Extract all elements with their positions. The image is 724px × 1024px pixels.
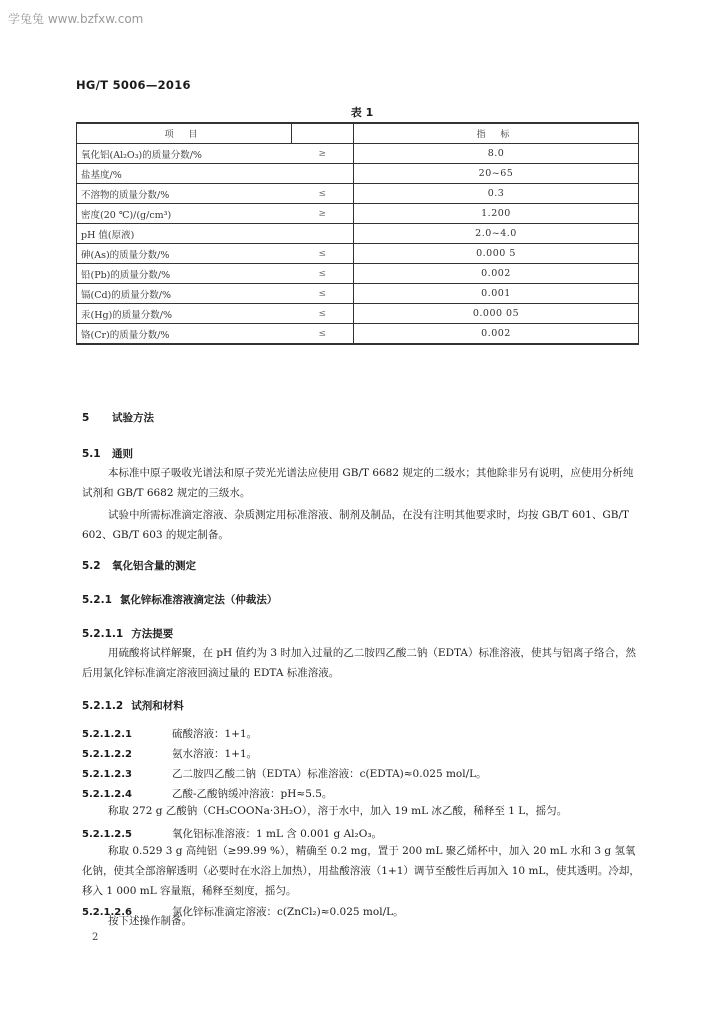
row-relation: ≥ (292, 144, 354, 164)
table-row (77, 264, 639, 284)
row-value: 1.200 (354, 204, 639, 224)
table-row (77, 284, 639, 304)
row-relation: ≥ (292, 204, 354, 224)
row-value: 2.0~4.0 (354, 224, 639, 244)
section-title: 试验方法 (112, 412, 154, 424)
paragraph: 用硫酸将试样解聚，在 pH 值约为 3 时加入过量的乙二胺四乙酸二钠（EDTA）标准溶液，使其与铝离子络合，然后用氯化锌标准滴定溶液回滴过量的 EDTA 标准溶液。 (82, 647, 637, 679)
row-relation (292, 164, 354, 184)
row-value: 0.000 05 (354, 304, 639, 324)
col-header-value: 指 标 (354, 123, 639, 144)
row-value: 0.002 (354, 264, 639, 284)
section-title: 氯化锌标准溶液滴定法（仲裁法） (119, 594, 278, 606)
col-header-item: 项 目 (77, 123, 292, 144)
row-value: 8.0 (354, 144, 639, 164)
table-row (77, 304, 639, 324)
row-item: pH 值(原液) (77, 224, 292, 244)
row-value: 0.000 5 (354, 244, 639, 264)
row-item: 汞(Hg)的质量分数/% (77, 304, 292, 324)
standard-id: HG/T 5006—2016 (76, 78, 191, 92)
row-value: 0.002 (354, 324, 639, 345)
row-item: 不溶物的质量分数/% (77, 184, 292, 204)
reagent-item (82, 826, 382, 841)
row-value: 20~65 (354, 164, 639, 184)
reagent-number: 5.2.1.2.2 (82, 749, 132, 760)
row-relation: ≤ (292, 284, 354, 304)
reagent-detail: 按下述操作制备。 (108, 915, 192, 927)
section-number: 5.2.1.2 (82, 700, 124, 712)
reagent-text: 氨水溶液：1+1。 (172, 748, 258, 760)
row-item: 密度(20 ℃)/(g/cm³) (77, 204, 292, 224)
row-item: 铅(Pb)的质量分数/% (77, 264, 292, 284)
section-number: 5.1 (82, 448, 101, 460)
row-item: 铬(Cr)的质量分数/% (77, 324, 292, 345)
table-row (77, 144, 639, 164)
section-title: 通则 (112, 448, 133, 460)
row-item: 盐基度/% (77, 164, 292, 184)
reagent-item (82, 726, 257, 741)
section-5-2-1-1-heading (82, 626, 173, 641)
row-relation: ≤ (292, 184, 354, 204)
table-row (77, 164, 639, 184)
section-title: 试剂和材料 (131, 700, 184, 712)
row-relation (292, 224, 354, 244)
section-5-heading (82, 410, 154, 425)
section-number: 5.2.1.1 (82, 628, 124, 640)
reagent-text: 硫酸溶液：1+1。 (172, 728, 258, 740)
reagent-number: 5.2.1.2.1 (82, 729, 132, 740)
reagent-number: 5.2.1.2.5 (82, 829, 132, 840)
paragraph: 本标准中原子吸收光谱法和原子荧光光谱法应使用 GB/T 6682 规定的二级水；其他除非另有说明，应使用分析纯试剂和 GB/T 6682 规定的三级水。 (82, 467, 634, 499)
section-5-2-1-2-heading (82, 698, 184, 713)
section-number: 5 (82, 412, 90, 424)
reagent-text: 氧化铝标准溶液：1 mL 含 0.001 g Al₂O₃。 (172, 828, 383, 840)
reagent-number: 5.2.1.2.4 (82, 789, 132, 800)
watermark: 学兔兔 www.bzfxw.com (8, 12, 144, 26)
row-item: 镉(Cd)的质量分数/% (77, 284, 292, 304)
section-number: 5.2.1 (82, 594, 112, 606)
table-row (77, 244, 639, 264)
section-5-2-heading (82, 558, 196, 573)
row-relation: ≤ (292, 304, 354, 324)
reagent-item (82, 786, 332, 801)
row-value: 0.001 (354, 284, 639, 304)
table-header-row (77, 123, 639, 144)
reagent-detail: 称取 0.529 3 g 高纯铝（≥99.99 %），精确至 0.2 mg，置于 200 mL 聚乙烯杯中，加入 20 mL 水和 3 g 氢氧化钠，使其全部溶解透明（必要时在水浴上加热），用盐酸溶液（1+1）调节至酸性后再加入 10 mL，使其透明。冷却，移入 1 000 mL 容量瓶，稀释至刻度，摇匀。 (82, 845, 640, 897)
reagent-item (82, 766, 487, 781)
reagent-item (82, 746, 257, 761)
section-title: 氧化铝含量的测定 (112, 560, 196, 572)
reagent-number: 5.2.1.2.6 (82, 907, 132, 918)
row-relation: ≤ (292, 324, 354, 345)
spec-table (76, 122, 639, 345)
reagent-text: 乙二胺四乙酸二钠（EDTA）标准溶液：c(EDTA)≈0.025 mol/L。 (172, 768, 487, 780)
section-5-2-1-heading (82, 592, 277, 607)
reagent-number: 5.2.1.2.3 (82, 769, 132, 780)
paragraph: 试验中所需标准滴定溶液、杂质测定用标准溶液、制剂及制品，在没有注明其他要求时，均按 GB/T 601、GB/T 602、GB/T 603 的规定制备。 (82, 509, 630, 541)
reagent-text: 氯化锌标准滴定溶液：c(ZnCl₂)≈0.025 mol/L。 (172, 906, 404, 918)
reagent-text: 乙酸-乙酸钠缓冲溶液：pH≈5.5。 (172, 788, 333, 800)
section-title: 方法提要 (131, 628, 174, 640)
table-row (77, 324, 639, 345)
col-header-rel (292, 123, 354, 144)
row-relation: ≤ (292, 244, 354, 264)
section-number: 5.2 (82, 560, 101, 572)
table-row (77, 184, 639, 204)
table-row (77, 204, 639, 224)
table-row (77, 224, 639, 244)
row-item: 氧化铝(Al₂O₃)的质量分数/% (77, 144, 292, 164)
row-value: 0.3 (354, 184, 639, 204)
page-number: 2 (92, 932, 99, 943)
row-relation: ≤ (292, 264, 354, 284)
section-5-1-heading (82, 446, 133, 461)
table-caption: 表 1 (350, 106, 374, 119)
reagent-detail: 称取 272 g 乙酸钠（CH₃COONa·3H₂O），溶于水中，加入 19 mL 冰乙酸，稀释至 1 L，摇匀。 (108, 805, 568, 817)
row-item: 砷(As)的质量分数/% (77, 244, 292, 264)
